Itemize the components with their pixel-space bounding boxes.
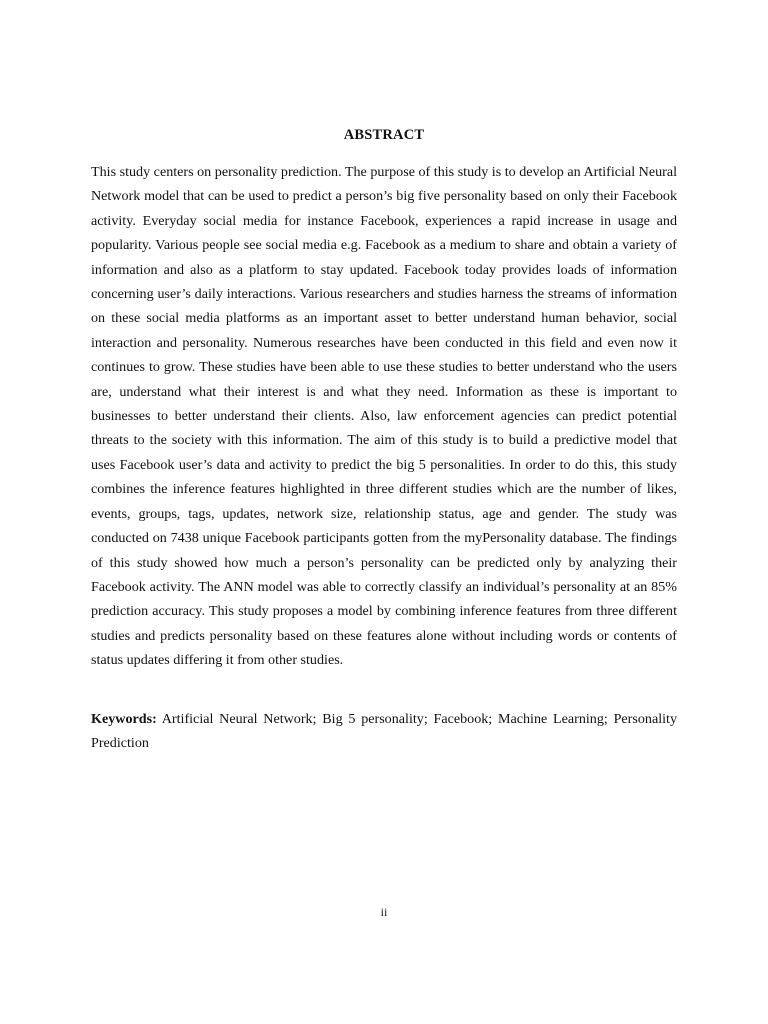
abstract-body: This study centers on personality prediction. The purpose of this study is to develop an Artificial Neural Network model that can be used to predict a person’s big five personality based on only their Facebook activity. Everyday social media for instance Facebook, experiences a rapid increase in usage and popularity. Various people see social media e.g. Facebook as a medium to share and obtain a variety of information and also as a platform to stay updated. Facebook today provides loads of information concerning user’s daily interactions. Various researchers and studies harness the streams of information on these social media platforms as an important asset to better understand human behavior, social interaction and personality. Numerous researches have been conducted in this field and even now it continues to grow. These studies have been able to use these studies to better understand who the users are, understand what their interest is and what they need. Information as these is important to businesses to better understand their clients. Also, law enforcement agencies can predict potential threats to the society with this information. The aim of this study is to build a predictive model that uses Facebook user’s data and activity to predict the big 5 personalities. In order to do this, this study combines the inference features highlighted in three different studies which are the number of likes, events, groups, tags, updates, network size, relationship status, age and gender. The study was conducted on 7438 unique Facebook participants gotten from the myPersonality database. The findings of this study showed how much a person’s personality can be predicted only by analyzing their Facebook activity. The ANN model was able to correctly classify an individual’s personality at an 85% prediction accuracy. This study proposes a model by combining inference features from three different studies and predicts personality based on these features alone without including words or contents of status updates differing it from other studies. (91, 164, 677, 669)
abstract-heading: ABSTRACT (343, 127, 425, 143)
page-number: ii (380, 905, 388, 919)
keywords-paragraph (91, 707, 677, 756)
keywords-text: Artificial Neural Network; Big 5 personality; Facebook; Machine Learning; Personality Prediction (91, 711, 677, 752)
keywords-label: Keywords: (91, 711, 157, 727)
